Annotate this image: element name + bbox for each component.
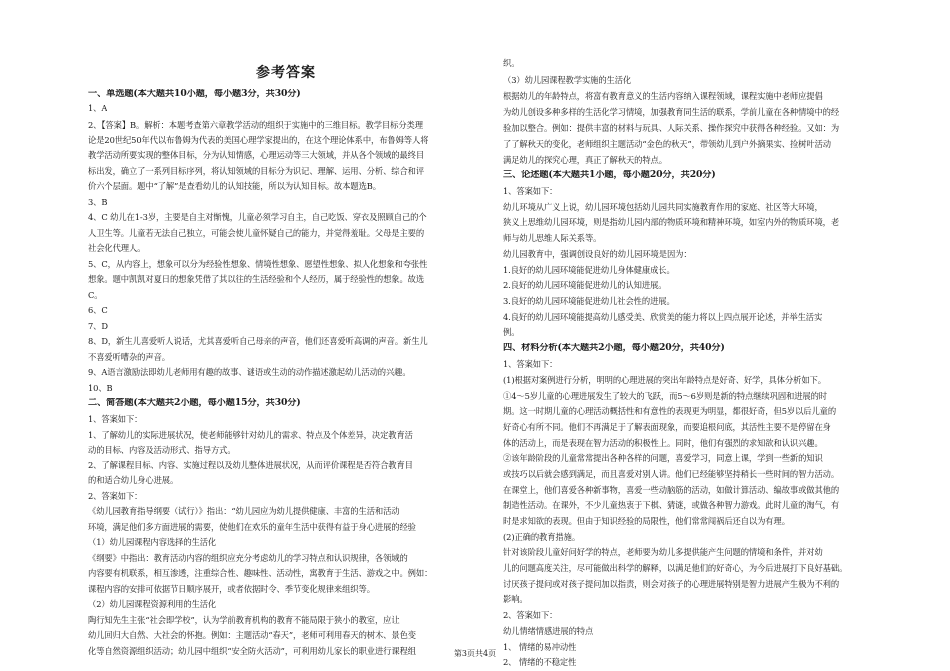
text-line: 4.良好的幼儿园环境能提高幼儿感受美、欣赏美的能力将以上四点展开论述，并举生活实 (503, 312, 823, 322)
text-line: 动的目标、内容及活动形式、指导方式。 (88, 445, 236, 455)
text-line: 了了解秋天的变化，老师组织主题活动“金色的秋天”，带领幼儿到户外摘果实、捡树叶活动 (503, 139, 831, 149)
section-heading: 四、材料分析(本大题共2小题，每小题20分，共40分) (503, 343, 725, 353)
text-line: 8、D，新生儿喜爱听人说话，尤其喜爱听自己母亲的声音，他们还喜爱听高调的声音。新生儿 (88, 336, 428, 346)
text-line: 师与幼儿思维人际关系等。 (503, 233, 602, 243)
text-line: 内容要有机联系，相互渗透，注重综合性、趣味性、活动性，寓教育于生活、游戏之中。例如： (88, 568, 433, 578)
text-line: 或技巧以后就会感到满足，而且喜爱对别人讲。他们已经能够坚持稍长一些时间的智力活动。 (503, 469, 840, 479)
text-line: 1.良好的幼儿园环境能促进幼儿身体健康成长。 (503, 265, 675, 275)
text-line: 3.良好的幼儿园环境能促进幼儿社会性的进展。 (503, 296, 675, 306)
text-line: 不喜爱听嘈杂的声音。 (88, 352, 170, 362)
text-line: 《纲要》中指出：教育活动内容的组织应充分考虑幼儿的学习特点和认识规律，各领域的 (88, 553, 408, 563)
text-line: 7、D (88, 321, 108, 331)
text-line: 6、C (88, 305, 108, 315)
text-line: 教学活动所要实现的整体目标，分为认知情感，心理运动等三大领域，并从各个领域的最终目 (88, 150, 425, 160)
text-line: 制造性活动。在课外，不少儿童热衷于下棋、猜谜，或做各种智力游戏。此时儿童的淘气，有 (503, 500, 840, 510)
text-line: 1、了解幼儿的实际进展状况，使老师能够针对幼儿的需求、特点及个体差异，决定教育活 (88, 430, 413, 440)
page-title: 参考答案 (256, 65, 316, 81)
text-line: 5、C，从内容上，想象可以分为经验性想象、情境性想象、愿望性想象、拟人化想象和夸张性 (88, 259, 428, 269)
text-line: 1、答案如下： (503, 359, 558, 369)
text-line: 儿的问题高度关注，尽可能做出科学的解释，以满足他们的好奇心，为今后进展打下良好基础。 (503, 563, 848, 573)
text-line: 影响。 (503, 594, 528, 604)
text-line: 时是求知欲的表现。但由于知识经验的局限性，他们常常闯祸后还自以为有理。 (503, 516, 790, 526)
page-footer: 第3页共4页 (453, 649, 497, 658)
text-line: ①4～5岁儿童的心理进展发生了较大的飞跃，而5～6岁则是新的特点继续巩固和进展的时 (503, 391, 828, 401)
text-line: 幼儿情绪情感进展的特点 (503, 626, 594, 636)
text-line: 体的活动上，而是表现在智力活动的积极性上。同时，他们有强烈的求知欲和认识兴趣。 (503, 438, 823, 448)
text-line: 10、B (88, 383, 113, 393)
text-line: 幼儿环境从广义上说，幼儿园环境包括幼儿园共同实施教育作用的家庭、社区等大环境， (503, 202, 823, 212)
text-line: 环境，满足他们多方面进展的需要，使他们在欢乐的童年生活中获得有益于身心进展的经验 (88, 522, 416, 532)
section-heading: 三、论述题(本大题共1小题，每小题20分，共20分) (503, 170, 716, 180)
text-line: 1、A (88, 103, 108, 113)
text-line: 幼儿园教育中，强调创设良好的幼儿园环境是因为： (503, 249, 692, 259)
text-line: 标出发，确立了一系列目标序列，将认知领域的目标分为识记、理解、运用、分析、综合和评 (88, 166, 425, 176)
section-heading: 一、单选题(本大题共10小题，每小题3分，共30分) (88, 89, 301, 99)
text-line: 好奇心有所不同。他们不再满足于了解表面现象，而要追根问底，其活性主要不是停留在身 (503, 422, 831, 432)
text-line: 的和适合幼儿身心进展。 (88, 475, 179, 485)
text-line: 论是20世纪50年代以布鲁姆为代表的美国心理学家提出的，在这个理论体系中，布鲁姆等人将 (88, 135, 429, 145)
text-line: 2、答案如下： (503, 610, 558, 620)
text-line: 幼儿回归大自然、大社会的怀抱。例如：主题活动“春天”，老师可利用春天的树木、景色变 (88, 630, 416, 640)
text-line: 狭义上思维幼儿园环境，则是指幼儿园内部的物质环境和精神环境，如室内外的物质环境，老 (503, 217, 840, 227)
section-heading: 二、简答题(本大题共2小题，每小题15分，共30分) (88, 398, 301, 408)
text-line: 社会化代理人。 (88, 243, 146, 253)
text-line: 3、B (88, 197, 108, 207)
text-line: ②该年龄阶段的儿童常常提出各种各样的问题，喜爱学习，同意上课，学到一些新的知识 (503, 453, 823, 463)
text-line: 2、答案如下： (88, 491, 143, 501)
text-line: 例。 (503, 327, 520, 337)
text-line: 1、答案如下： (503, 186, 558, 196)
text-line: C。 (88, 290, 103, 300)
text-line: 为幼儿创设多种多样的生活化学习情境，加强教育同生活的联系，学前儿童在各种情境中的经 (503, 107, 840, 117)
text-line: 2.良好的幼儿园环境能促进幼儿的认知进展。 (503, 280, 667, 290)
text-line: 《幼儿园教育指导纲要（试行）》指出：“幼儿园应为幼儿提供健康、丰富的生活和活动 (88, 506, 400, 516)
text-line: 2、【答案】B。解析：本题考查第六章教学活动的组织于实施中的三维目标。教学目标分类理 (88, 120, 423, 130)
text-line: 陶行知先生主张“社会即学校”，认为学前教育机构的教育不能局限于狭小的教室，应让 (88, 615, 400, 625)
text-line: 织。 (503, 58, 520, 68)
text-line: 针对该阶段儿童好问好学的特点，老师要为幼儿多提供能产生问题的情境和条件，并对幼 (503, 547, 823, 557)
text-line: 在课堂上，他们喜爱各种新事物，喜爱一些动脑筋的活动，如做计算活动、编故事或做其他的 (503, 485, 840, 495)
text-line: (1)根据对案例进行分析，明明的心理进展的突出年龄特点是好奇、好学，具体分析如下。 (503, 375, 826, 385)
text-line: 1、 情绪的易冲动性 (503, 642, 577, 652)
text-line: 2、 情绪的不稳定性 (503, 657, 577, 667)
text-line: 1、答案如下： (88, 414, 143, 424)
text-line: 课程内容的安排可依据节日顺序展开，或者依据时令、季节变化规律来组织等。 (88, 584, 375, 594)
text-line: （1）幼儿园课程内容选择的生活化 (88, 537, 217, 547)
text-line: 2、了解课程目标、内容、实施过程以及幼儿整体进展状况，从而评价课程是否符合教育目 (88, 460, 413, 470)
text-line: 价六个层面。题中“了解”是查看幼儿的认知技能，所以为认知目标。故本题选B。 (88, 181, 381, 191)
text-line: 人卫生等。儿童若无法自己独立，可能会使儿童怀疑自己的能力，并觉得羞耻。父母是主要的 (88, 228, 425, 238)
text-line: 4、C 幼儿在1-3岁，主要是自主对惭愧，儿童必须学习自主，自己吃饭、穿衣及照顾自己的个 (88, 212, 427, 222)
text-line: 想象。题中凯凯对夏日的想象凭借了其以往的生活经验和个人经历，属于经验性的想象。故选 (88, 274, 425, 284)
text-line: (2)正确的教育措施。 (503, 532, 581, 542)
text-line: （3）幼儿园课程教学实施的生活化 (503, 75, 632, 85)
text-line: 化等自然资源组织活动；幼儿园中组织“安全防火活动”，可利用幼儿家长的职业进行课程组 (88, 646, 416, 656)
text-line: 9、A语言激励法即幼儿老师用有趣的故事、谜语或生动的动作描述激起幼儿活动的兴趣。 (88, 367, 411, 377)
text-line: 讨厌孩子提问或对孩子提问加以指责，则会对孩子的心理进展特别是智力进展产生极为不利的 (503, 579, 840, 589)
text-line: 期。这一时期儿童的心理活动概括性和有意性的表现更为明显，都很好奇，但5岁以后儿童的 (503, 406, 837, 416)
text-line: 验加以整合。例如：提供丰富的材料与玩具、人际关系、操作探究中获得各种经验。又如：为 (503, 123, 840, 133)
text-line: 根据幼儿的年龄特点，将富有教育意义的生活内容纳入课程领域，课程实施中老师应提倡 (503, 91, 823, 101)
text-line: （2）幼儿园课程资源利用的生活化 (88, 599, 217, 609)
text-line: 满足幼儿的探究心理，真正了解秋天的特点。 (503, 155, 667, 165)
